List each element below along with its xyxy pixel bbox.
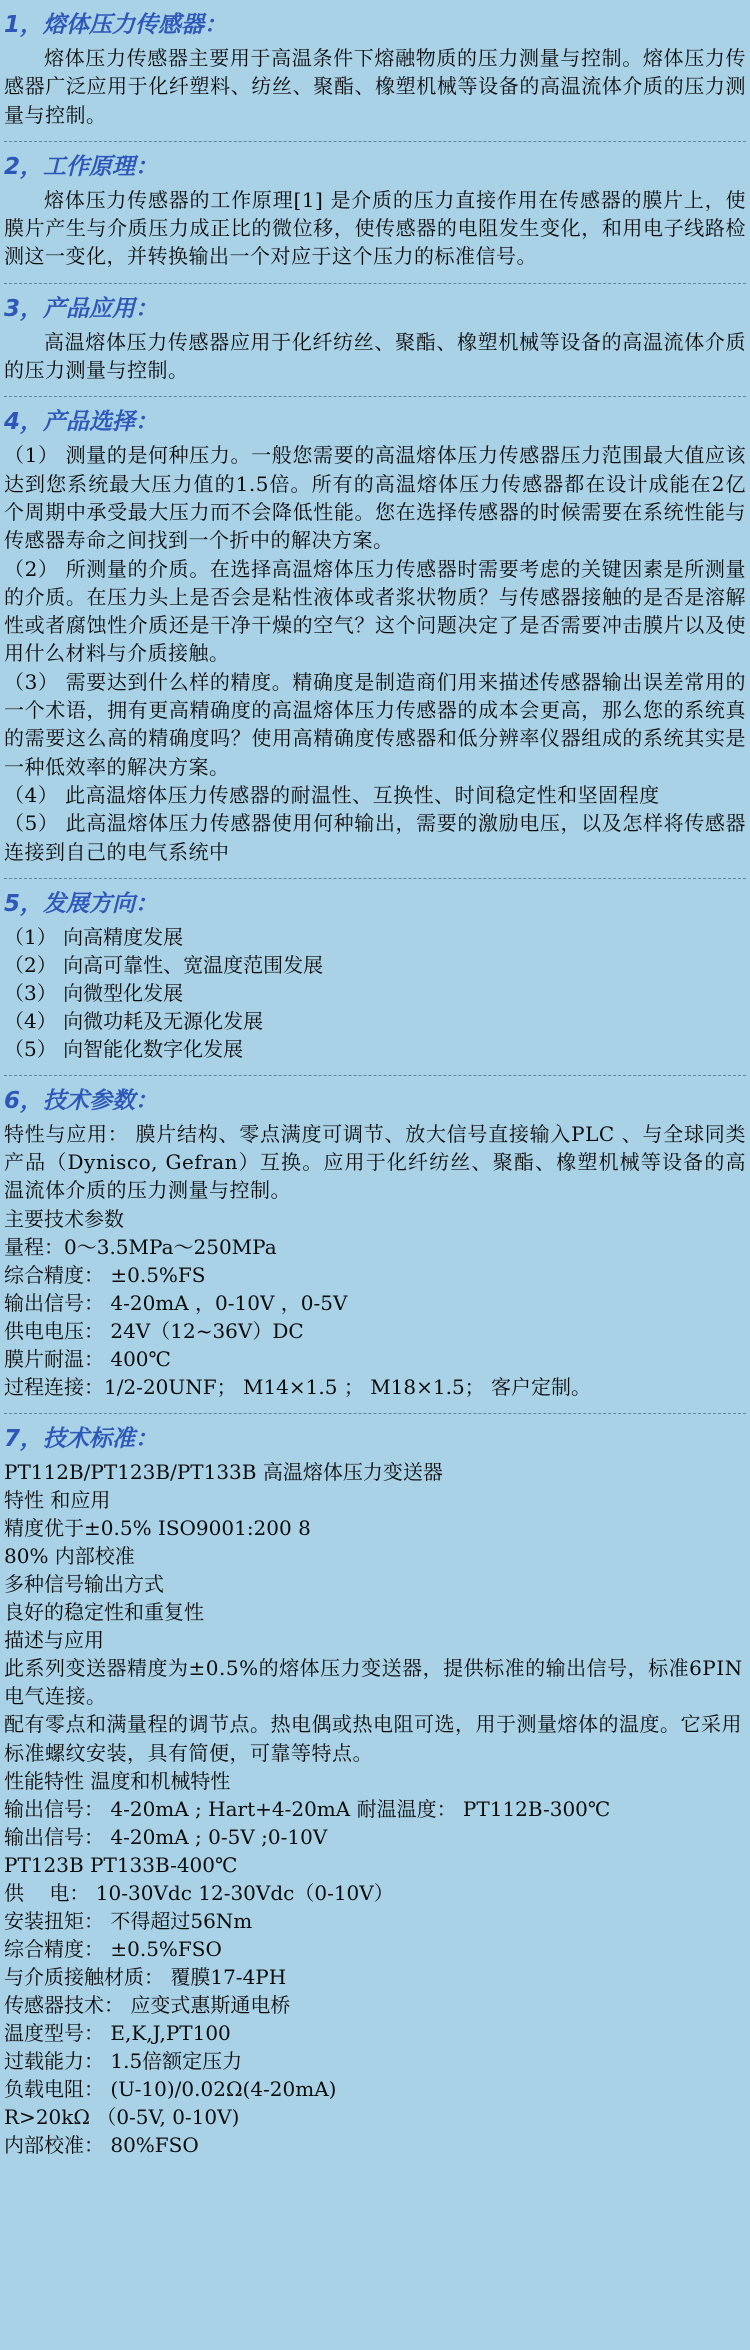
- standard-line: 精度优于±0.5% ISO9001:200 8: [4, 1515, 311, 1540]
- standard-line: PT123B PT133B-400℃: [4, 1852, 238, 1877]
- spec-line: 输出信号： 4-20mA ，0-10V ，0-5V: [4, 1290, 348, 1315]
- direction-item: （2） 向高可靠性、宽温度范围发展: [4, 952, 324, 977]
- standard-line: 内部校准： 80%FSO: [4, 2132, 199, 2157]
- spec-line: 主要技术参数: [4, 1206, 124, 1231]
- standard-line: 安装扭矩： 不得超过56Nm: [4, 1908, 253, 1933]
- direction-item: （4） 向微功耗及无源化发展: [4, 1008, 264, 1033]
- direction-item: （1） 向高精度发展: [4, 924, 184, 949]
- direction-item: （3） 向微型化发展: [4, 980, 184, 1005]
- spec-line: 膜片耐温： 400℃: [4, 1346, 171, 1371]
- standard-line: 供 电： 10-30Vdc 12-30Vdc（0-10V）: [4, 1880, 394, 1905]
- spec-line: 综合精度： ±0.5%FS: [4, 1262, 206, 1287]
- selection-item-3: （3） 需要达到什么样的精度。精确度是制造商们用来描述传感器输出误差常用的一个术语，拥有更高精确度的高温熔体压力传感器的成本会更高，那么您的系统真的需要这么高的精确度吗？使用高精确度传感器和低分辨率仪器组成的系统其实是一种低效率的解决方案。: [4, 669, 746, 779]
- standard-line: R>20kΩ （0-5V, 0-10V): [4, 2104, 240, 2129]
- standard-line: 输出信号： 4-20mA ; 0-5V ;0-10V: [4, 1824, 328, 1849]
- description-paragraph: 此系列变送器精度为±0.5%的熔体压力变送器，提供标准的输出信号，标准6PIN电气连接。: [4, 1655, 743, 1709]
- paragraph: 高温熔体压力传感器应用于化纤纺丝、聚酯、橡塑机械等设备的高温流体介质的压力测量与控制。: [4, 329, 746, 383]
- section-product-application: [4, 284, 746, 398]
- selection-item-2: （2） 所测量的介质。在选择高温熔体压力传感器时需要考虑的关键因素是所测量的介质。在压力头上是否会是粘性液体或者浆状物质？与传感器接触的是否是溶解性或者腐蚀性介质还是干净干燥的空气？这个问题决定了是否需要冲击膜片以及使用什么材料与介质接触。: [4, 556, 746, 666]
- selection-item-1: （1） 测量的是何种压力。一般您需要的高温熔体压力传感器压力范围最大值应该达到您系统最大压力值的1.5倍。所有的高温熔体压力传感器都在设计成能在2亿个周期中承受最大压力而不会降低性能。您在选择传感器的时候需要在系统性能与传感器寿命之间找到一个折中的解决方案。: [4, 443, 746, 553]
- standard-line: 与介质接触材质： 覆膜17-4PH: [4, 1964, 287, 1989]
- selection-item-4: （4） 此高温熔体压力传感器的耐温性、互换性、时间稳定性和坚固程度: [4, 782, 660, 807]
- section-heading: 2，工作原理：: [4, 153, 159, 180]
- standard-line: PT112B/PT123B/PT133B 高温熔体压力变送器: [4, 1459, 443, 1484]
- standard-line: 负载电阻： (U-10)/0.02Ω(4-20mA): [4, 2076, 337, 2101]
- standard-line: 温度型号： E,K,J,PT100: [4, 2020, 231, 2045]
- section-heading: 4，产品选择：: [4, 409, 159, 436]
- standard-line: 过载能力： 1.5倍额定压力: [4, 2048, 243, 2073]
- description-paragraph: 配有零点和满量程的调节点。热电偶或热电阻可选，用于测量熔体的温度。它采用标准螺纹安装，具有简便，可靠等特点。: [4, 1712, 742, 1765]
- standard-line: 综合精度： ±0.5%FSO: [4, 1936, 222, 1961]
- standard-line: 良好的稳定性和重复性: [4, 1599, 204, 1624]
- section-product-selection: [4, 397, 746, 878]
- spec-line: 过程连接：1/2-20UNF； M14×1.5 ； M18×1.5； 客户定制。: [4, 1374, 592, 1399]
- standard-line: 80% 内部校准: [4, 1543, 135, 1568]
- section-heading: 1，熔体压力传感器：: [4, 12, 228, 38]
- section-heading: 6，技术参数：: [4, 1087, 159, 1114]
- standard-line: 描述与应用: [4, 1627, 104, 1652]
- section-technical-parameters: [4, 1076, 746, 1414]
- paragraph: 熔体压力传感器的工作原理[1] 是介质的压力直接作用在传感器的膜片上，使膜片产生与介质压力成正比的微位移，使传感器的电阻发生变化，和用电子线路检测这一变化，并转换输出一个对应于这个压力的标准信号。: [4, 187, 746, 269]
- paragraph: 熔体压力传感器主要用于高温条件下熔融物质的压力测量与控制。熔体压力传感器广泛应用于化纤塑料、纺丝、聚酯、橡塑机械等设备的高温流体介质的压力测量与控制。: [4, 46, 746, 127]
- spec-line: 量程：0～3.5MPa～250MPa: [4, 1234, 277, 1259]
- standard-line: 性能特性 温度和机械特性: [4, 1768, 231, 1793]
- section-melt-pressure-sensor: [4, 0, 746, 142]
- standard-line: 传感器技术： 应变式惠斯通电桥: [4, 1992, 291, 2017]
- features-paragraph: 特性与应用： 膜片结构、零点满度可调节、放大信号直接输入PLC 、与全球同类产品（Dynisco, Gefran）互换。应用于化纤纺丝、聚酯、橡塑机械等设备的高温流体介质的压力测量与控制。: [4, 1121, 746, 1203]
- section-heading: 5，发展方向：: [4, 890, 159, 917]
- selection-item-5: （5） 此高温熔体压力传感器使用何种输出，需要的激励电压，以及怎样将传感器连接到自己的电气系统中: [4, 811, 746, 864]
- direction-item: （5） 向智能化数字化发展: [4, 1036, 244, 1061]
- section-heading: 3，产品应用：: [4, 295, 159, 322]
- standard-line: 多种信号输出方式: [4, 1571, 164, 1596]
- section-heading: 7，技术标准：: [4, 1425, 159, 1452]
- spec-line: 供电电压： 24V（12~36V）DC: [4, 1318, 304, 1343]
- section-development-direction: [4, 879, 746, 1076]
- standard-line: 特性 和应用: [4, 1487, 111, 1512]
- section-technical-standard: [4, 1414, 746, 2171]
- standard-line: 输出信号： 4-20mA ; Hart+4-20mA 耐温温度： PT112B-300℃: [4, 1796, 611, 1821]
- section-working-principle: [4, 142, 746, 284]
